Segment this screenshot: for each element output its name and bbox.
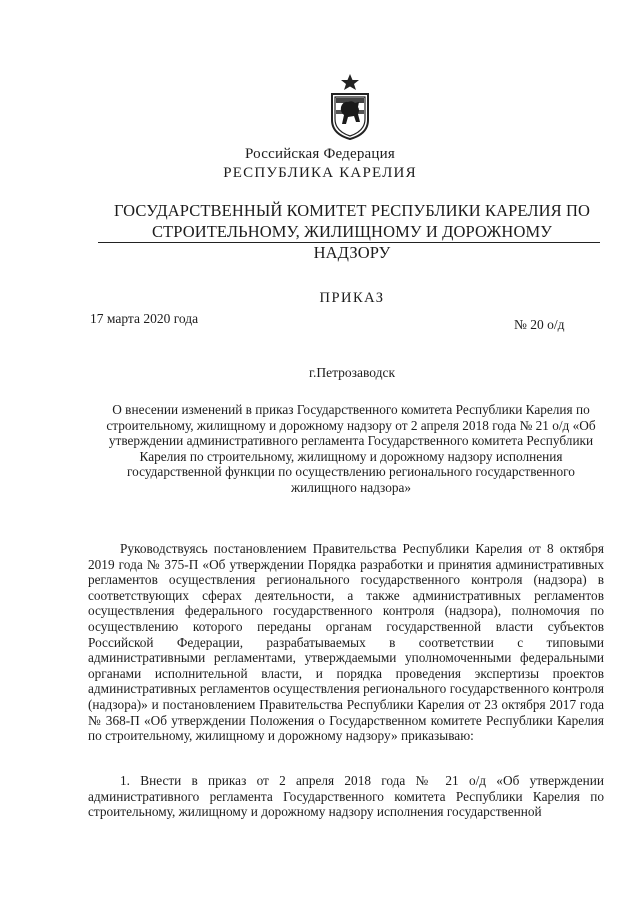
order-subject: О внесении изменений в приказ Государственного комитета Республики Карелия по строительному, жилищному и дорожному надзору от 2 апреля 2018 года № 21 о/д «Об утверждении административного регламента Государственного комитета Республики Карелия по строительному, жилищному и дорожному надзору исполнения государственной функции по осуществлению регионального государственного жилищного надзора»	[106, 402, 596, 495]
karelia-coat-of-arms-icon	[326, 74, 374, 140]
federation-title: Российская Федерация	[245, 146, 395, 162]
order-city: г.Петрозаводск	[308, 365, 396, 380]
order-date: 17 марта 2020 года	[90, 311, 199, 326]
committee-name: ГОСУДАРСТВЕННЫЙ КОМИТЕТ РЕСПУБЛИКИ КАРЕЛИЯ ПО СТРОИТЕЛЬНОМУ, ЖИЛИЩНОМУ И ДОРОЖНОМУ НАДЗОРУ	[113, 201, 591, 262]
order-title: ПРИКАЗ	[319, 290, 385, 306]
order-number: № 20 о/д	[514, 317, 565, 332]
republic-title: РЕСПУБЛИКА КАРЕЛИЯ	[223, 165, 417, 181]
body-paragraph-2: 1. Внести в приказ от 2 апреля 2018 года № 21 о/д «Об утверждении административного регламента Государственного комитета Республики Карелия по строительному, жилищному и дорожному надзору исполнения государственной	[88, 773, 604, 820]
header-divider	[98, 242, 600, 243]
body-paragraph-1: Руководствуясь постановлением Правительства Республики Карелия от 8 октября 2019 года № 375-П «Об утверждении Порядка разработки и принятия административных регламентов осуществления регионального государственного контроля (надзора) в соответствующих сферах деятельности, а также административных регламентов осуществления федерального государственного контроля (надзора), полномочия по осуществлению которого переданы органам государственной власти субъектов Российской Федерации, разрабатываемых в соответствии с типовыми административными регламентами, утверждаемыми уполномоченными федеральными органами исполнительной власти, и порядка проведения экспертизы проектов административных регламентов осуществления регионального государственного контроля (надзора)» и постановлением Правительства Республики Карелия от 23 октября 2017 года № 368-П «Об утверждении Положения о Государственном комитете Республики Карелия по строительному, жилищному и дорожному надзору» приказываю:	[88, 541, 604, 744]
